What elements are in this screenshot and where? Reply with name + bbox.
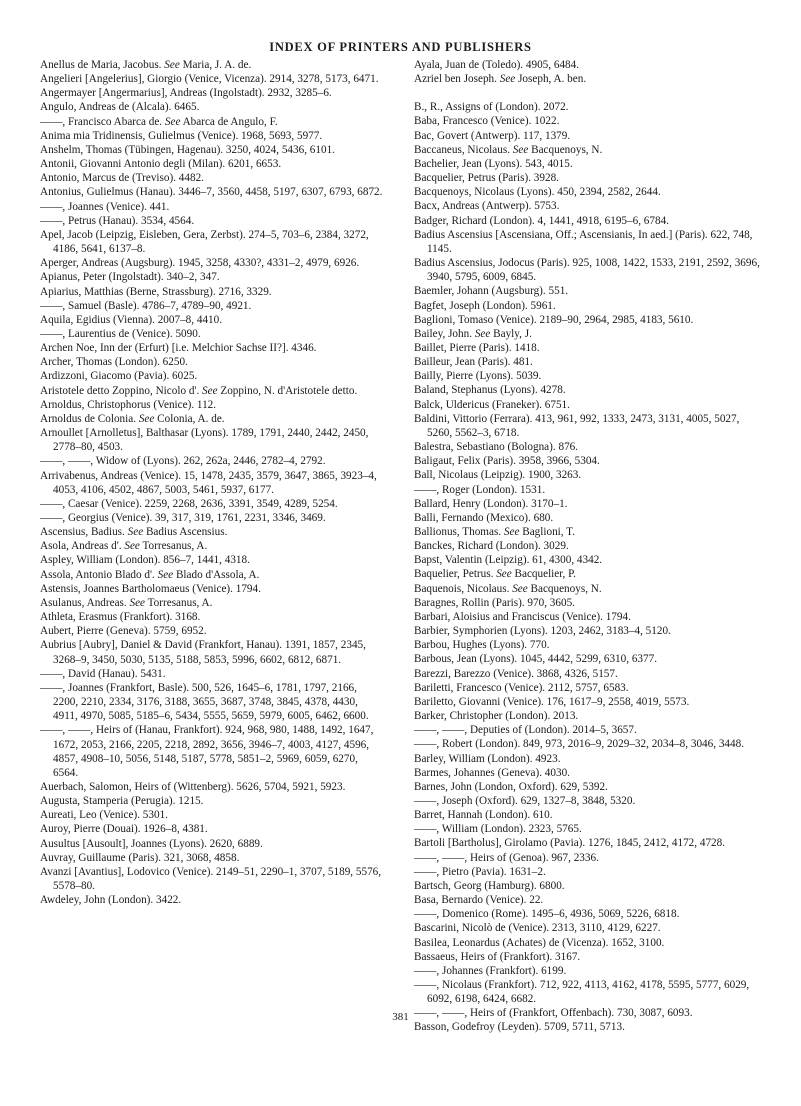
index-entry — [414, 483, 760, 497]
see-target: Torresanus, A. — [145, 596, 213, 609]
entry-text: Anellus de Maria, Jacobus. — [40, 59, 165, 71]
index-entry — [40, 285, 383, 299]
index-entry — [414, 879, 760, 893]
index-entry — [414, 752, 760, 766]
entry-text: Ball, Nicolaus (Leipzig). 1900, 3263. — [414, 469, 582, 482]
index-entry — [40, 384, 383, 398]
index-entry — [414, 780, 760, 794]
entry-text: Barbou, Hughes (Lyons). 770. — [414, 639, 550, 652]
see-reference: See — [202, 384, 218, 397]
entry-text: Auroy, Pierre (Douai). 1926–8, 4381. — [40, 823, 208, 836]
entry-text: Athleta, Erasmus (Frankfort). 3168. — [40, 611, 201, 624]
see-target: Colonia, A. de. — [154, 412, 225, 425]
index-entry — [414, 723, 760, 737]
entry-text: Antonii, Giovanni Antonio degli (Milan). 6201, 6653. — [40, 158, 282, 171]
see-target: Blado d'Assola, A. — [173, 568, 260, 581]
index-entry — [414, 624, 760, 638]
entry-text: Angulo, Andreas de (Alcala). 6465. — [40, 101, 200, 114]
entry-text: ——, Nicolaus (Frankfort). 712, 922, 4113, 4162, 4178, 5595, 5777, 6029, 6092, 6198, 6424, 6682. — [414, 979, 750, 1006]
entry-text: Bariletto, Giovanni (Venice). 176, 1617–9, 2558, 4019, 5573. — [414, 695, 690, 708]
index-entry — [414, 114, 760, 128]
entry-text: Anima mia Tridinensis, Gulielmus (Venice). 1968, 5693, 5977. — [40, 129, 323, 142]
entry-text: Astensis, Joannes Bartholomaeus (Venice). 1794. — [40, 582, 261, 595]
index-entry — [40, 86, 383, 100]
entry-text: Bascarini, Nicolò de (Venice). 2313, 3110, 4129, 6227. — [414, 922, 661, 935]
entry-text: ——, David (Hanau). 5431. — [40, 667, 166, 680]
entry-text: ——, Laurentius de (Venice). 5090. — [40, 327, 201, 340]
entry-text: Baldini, Vittorio (Ferrara). 413, 961, 992, 1333, 2473, 3131, 4005, 5027, 5260, 5562–3, 6718. — [414, 412, 740, 439]
index-entry — [40, 299, 383, 313]
index-entry — [414, 383, 760, 397]
entry-text: ——, ——, Deputies of (London). 2014–5, 3657. — [414, 724, 637, 737]
index-entry — [40, 270, 383, 284]
entry-text: Antonio, Marcus de (Treviso). 4482. — [40, 172, 204, 185]
entry-text: B., R., Assigns of (London). 2072. — [414, 101, 569, 114]
see-reference: See — [499, 73, 516, 86]
entry-text: Archen Noe, Inn der (Erfurt) [i.e. Melchior Sachse II?]. 4346. — [40, 342, 317, 355]
index-entry — [414, 369, 760, 383]
index-entry — [414, 936, 760, 950]
index-entry — [414, 171, 760, 185]
entry-text: Apel, Jacob (Leipzig, Eisleben, Gera, Zerbst). 274–5, 703–6, 2384, 3272, 4186, 5641, 6137–8. — [40, 228, 369, 256]
see-target: Bacquenoys, N. — [528, 143, 603, 156]
entry-text: Bachelier, Jean (Lyons). 543, 4015. — [414, 157, 573, 170]
entry-text: Ardizzoni, Giacomo (Pavia). 6025. — [40, 370, 198, 383]
see-target: Bacquelier, P. — [511, 568, 576, 581]
index-entry — [414, 851, 760, 865]
entry-text: ——, ——, Heirs of (Genoa). 967, 2336. — [414, 851, 599, 864]
index-entry — [414, 921, 760, 935]
entry-text: Bac, Govert (Antwerp). 117, 1379. — [414, 129, 571, 142]
index-entry — [414, 539, 760, 553]
entry-text: Augusta, Stamperia (Perugia). 1215. — [40, 795, 204, 808]
index-entry — [40, 228, 383, 256]
entry-text: ——, Francisco Abarca de. — [40, 115, 165, 128]
entry-text: ——, Samuel (Basle). 4786–7, 4789–90, 4921. — [40, 299, 252, 312]
entry-text: Baland, Stephanus (Lyons). 4278. — [414, 384, 566, 397]
index-entry — [414, 440, 760, 454]
index-entry — [414, 907, 760, 921]
index-entry — [40, 398, 383, 412]
index-entry — [40, 638, 383, 666]
see-reference: See — [157, 568, 174, 581]
index-entry — [414, 695, 760, 709]
see-reference: See — [496, 568, 512, 581]
entry-text: Ballard, Henry (London). 3170–1. — [414, 497, 568, 510]
see-reference: See — [164, 115, 181, 128]
entry-text: Apiarius, Matthias (Berne, Strassburg). 2716, 3329. — [40, 285, 272, 298]
entry-text: Baglioni, Tomaso (Venice). 2189–90, 2964, 2985, 4183, 5610. — [414, 313, 694, 326]
entry-text: Barezzi, Barezzo (Venice). 3868, 4326, 5157. — [414, 667, 618, 680]
right-column — [414, 58, 760, 1035]
entry-text: ——, Joannes (Frankfort, Basle). 500, 526, 1645–6, 1781, 1797, 2166, 2200, 2210, 2334, 3176, 3188, 3655, 3687, 3748, 3845, 4378, 4430, 4911, 4970, 5085, 5185–6, 5434, 5555, 5659, 5979, 6005, 6462, 6600. — [40, 681, 369, 723]
index-entry — [414, 893, 760, 907]
index-entry — [40, 100, 383, 114]
index-entry — [40, 780, 383, 794]
index-entry — [40, 511, 383, 525]
index-entry — [40, 851, 383, 865]
entry-text: Aureati, Leo (Venice). 5301. — [40, 809, 168, 822]
entry-text: Avanzi [Avantius], Lodovico (Venice). 2149–51, 2290–1, 3707, 5189, 5576, 5578–80. — [40, 865, 382, 893]
entry-text: Baquenois, Nicolaus. — [414, 582, 513, 595]
index-entry — [40, 497, 383, 511]
index-entry — [40, 200, 383, 214]
index-entry — [414, 553, 760, 567]
entry-text: Badger, Richard (London). 4, 1441, 4918, 6195–6, 6784. — [414, 214, 669, 227]
entry-text: Barker, Christopher (London). 2013. — [414, 710, 579, 723]
entry-text: Aristotele detto Zoppino, Nicolo d'. — [40, 384, 203, 397]
entry-text: Bailly, Pierre (Lyons). 5039. — [414, 370, 542, 383]
entry-text: Bariletti, Francesco (Venice). 2112, 5757, 6583. — [414, 681, 629, 694]
see-target: Joseph, A. ben. — [515, 73, 587, 86]
entry-text: Barmes, Johannes (Geneva). 4030. — [414, 766, 570, 779]
entry-text: ——, Georgius (Venice). 39, 317, 319, 1761, 2231, 3346, 3469. — [40, 512, 326, 524]
see-target: Baglioni, T. — [519, 526, 575, 538]
entry-text: Aperger, Andreas (Augsburg). 1945, 3258, 4330?, 4331–2, 4979, 6926. — [40, 257, 360, 270]
entry-text: Bacx, Andreas (Antwerp). 5753. — [414, 200, 560, 213]
entry-text: Baragnes, Rollin (Paris). 970, 3605. — [414, 596, 575, 609]
entry-text: Asola, Andreas d'. — [40, 540, 125, 553]
index-entry — [414, 525, 760, 539]
entry-text: ——, Petrus (Hanau). 3534, 4564. — [40, 214, 195, 227]
entry-text: Auvray, Guillaume (Paris). 321, 3068, 4858. — [40, 851, 240, 864]
index-entry — [40, 412, 383, 426]
index-entry — [414, 299, 760, 313]
entry-text: Balck, Uldericus (Franeker). 6751. — [414, 398, 570, 411]
page-header: INDEX OF PRINTERS AND PUBLISHERS — [269, 40, 532, 54]
index-entry — [40, 185, 383, 199]
see-reference: See — [474, 327, 491, 340]
entry-text: Balestra, Sebastiano (Bologna). 876. — [414, 441, 579, 454]
index-entry — [40, 568, 383, 582]
entry-text: Baligaut, Felix (Paris). 3958, 3966, 5304. — [414, 455, 600, 468]
entry-text: Anshelm, Thomas (Tübingen, Hagenau). 3250, 4024, 5436, 6101. — [40, 143, 335, 156]
entry-text: Awdeley, John (London). 3422. — [40, 894, 182, 907]
index-entry — [40, 214, 383, 228]
see-reference: See — [124, 540, 140, 553]
entry-text: Azriel ben Joseph. — [414, 73, 500, 86]
index-entry — [414, 327, 760, 341]
see-reference: See — [503, 526, 520, 538]
index-entry — [40, 72, 383, 86]
index-entry — [414, 355, 760, 369]
entry-text: Basson, Godefroy (Leyden). 5709, 5711, 5713. — [414, 1021, 625, 1034]
entry-text: Balli, Fernando (Mexico). 680. — [414, 511, 554, 524]
index-entry — [40, 865, 383, 893]
index-entry — [40, 610, 383, 624]
index-entry — [414, 497, 760, 511]
entry-text: Bailleur, Jean (Paris). 481. — [414, 356, 533, 369]
index-entry — [40, 313, 383, 327]
index-entry — [40, 808, 383, 822]
entry-text: Bapst, Valentin (Leipzig). 61, 4300, 4342. — [414, 554, 603, 567]
index-entry — [40, 525, 383, 539]
index-entry — [414, 511, 760, 525]
see-reference: See — [512, 143, 529, 156]
entry-text: Ayala, Juan de (Toledo). 4905, 6484. — [414, 59, 580, 71]
index-entry — [40, 582, 383, 596]
entry-text: Ausultus [Ausoult], Joannes (Lyons). 2620, 6889. — [40, 837, 263, 850]
index-entry — [414, 214, 760, 228]
entry-text: Arrivabenus, Andreas (Venice). 15, 1478, 2435, 3579, 3647, 3865, 3923–4, 4053, 4106, 4502, 4867, 5003, 5461, 5937, 6177. — [40, 469, 377, 496]
entry-text: Bacquelier, Petrus (Paris). 3928. — [414, 172, 559, 185]
index-entry — [40, 822, 383, 836]
index-entry — [414, 468, 760, 482]
entry-text: Angelieri [Angelerius], Giorgio (Venice, Vicenza). 2914, 3278, 5173, 6471. — [40, 73, 379, 86]
entry-text: Auerbach, Salomon, Heirs of (Wittenberg). 5626, 5704, 5921, 5923. — [40, 780, 346, 793]
index-entry — [414, 596, 760, 610]
entry-text: ——, Joseph (Oxford). 629, 1327–8, 3848, 5320. — [414, 794, 636, 807]
index-entry — [414, 865, 760, 879]
index-entry — [40, 539, 383, 553]
entry-text: Baquelier, Petrus. — [414, 568, 497, 581]
see-target: Maria, J. A. de. — [179, 59, 252, 71]
index-entry — [414, 638, 760, 652]
entry-text: Aubrius [Aubry], Daniel & David (Frankfort, Hanau). 1391, 1857, 2345, 3268–9, 3450, 5030, 5135, 5188, 5853, 5996, 6602, 6812, 6871. — [40, 639, 366, 666]
index-entry — [414, 709, 760, 723]
index-entry — [414, 412, 760, 440]
index-entry — [414, 256, 760, 284]
entry-text: ——, Robert (London). 849, 973, 2016–9, 2029–32, 2034–8, 3046, 3448. — [414, 738, 745, 751]
index-entry — [40, 115, 383, 129]
index-entry — [40, 327, 383, 341]
index-entry — [414, 129, 760, 143]
index-entry — [40, 596, 383, 610]
index-entry — [40, 58, 383, 72]
index-entry — [414, 964, 760, 978]
entry-text: Aquila, Egidius (Vienna). 2007–8, 4410. — [40, 313, 223, 326]
entry-text: Aubert, Pierre (Geneva). 5759, 6952. — [40, 625, 207, 638]
index-entry — [414, 228, 760, 256]
index-entry — [40, 454, 383, 468]
index-entry — [40, 129, 383, 143]
entry-text: Bacquenoys, Nicolaus (Lyons). 450, 2394, 2582, 2644. — [414, 186, 661, 199]
entry-text: ——, Domenico (Rome). 1495–6, 4936, 5069, 5226, 6818. — [414, 908, 680, 921]
index-entry — [414, 766, 760, 780]
entry-text: ——, Johannes (Frankfort). 6199. — [414, 964, 567, 977]
index-entry — [40, 256, 383, 270]
index-entry — [414, 836, 760, 850]
entry-text: Basa, Bernardo (Venice). 22. — [414, 894, 544, 907]
index-entry — [414, 794, 760, 808]
entry-text: Angermayer [Angermarius], Andreas (Ingolstadt). 2932, 3285–6. — [40, 87, 332, 100]
see-target: Zoppino, N. d'Aristotele detto. — [217, 384, 358, 397]
see-reference: See — [512, 582, 528, 595]
entry-text: Aspley, William (London). 856–7, 1441, 4318. — [40, 554, 250, 567]
index-entry — [414, 808, 760, 822]
entry-text: ——, Roger (London). 1531. — [414, 483, 546, 496]
index-entry — [414, 157, 760, 171]
index-entry — [40, 355, 383, 369]
entry-text: Arnoldus de Colonia. — [40, 412, 139, 425]
index-entry — [414, 567, 760, 581]
page-number: 381 — [392, 1011, 409, 1023]
entry-text: ——, William (London). 2323, 5765. — [414, 823, 582, 836]
entry-text: Baba, Francesco (Venice). 1022. — [414, 115, 560, 128]
entry-text: Badius Ascensius [Ascensiana, Off.; Ascensianis, In aed.] (Paris). 622, 748, 1145. — [414, 228, 753, 255]
entry-text: ——, Caesar (Venice). 2259, 2268, 2636, 3391, 3549, 4289, 5254. — [40, 497, 338, 510]
entry-text: Barley, William (London). 4923. — [414, 752, 561, 765]
entry-text: Barbari, Aloisius and Franciscus (Venice). 1794. — [414, 610, 631, 623]
see-target: Bayly, J. — [490, 327, 532, 340]
see-reference: See — [129, 596, 146, 609]
entry-text: Apianus, Peter (Ingolstadt). 340–2, 347. — [40, 271, 220, 284]
index-entry — [414, 398, 760, 412]
index-entry — [414, 185, 760, 199]
entry-text: Bassaeus, Heirs of (Frankfort). 3167. — [414, 950, 581, 963]
entry-text: Bartsch, Georg (Hamburg). 6800. — [414, 879, 565, 892]
index-entry — [40, 171, 383, 185]
entry-text: Bailey, John. — [414, 327, 475, 340]
index-entry — [40, 794, 383, 808]
index-entry — [40, 369, 383, 383]
index-entry — [40, 723, 383, 780]
index-entry — [40, 667, 383, 681]
entry-text: ——, ——, Heirs of (Frankfort, Offenbach). 730, 3087, 6093. — [414, 1007, 693, 1020]
see-target: Bacquenoys, N. — [527, 582, 602, 595]
index-entry — [40, 553, 383, 567]
index-entry — [414, 681, 760, 695]
entry-text: Barret, Hannah (London). 610. — [414, 809, 553, 822]
entry-text: ——, ——, Widow of (Lyons). 262, 262a, 2446, 2782–4, 2792. — [40, 455, 326, 468]
entry-text: Ascensius, Badius. — [40, 526, 128, 539]
index-entry — [414, 822, 760, 836]
entry-text: Baccaneus, Nicolaus. — [414, 143, 513, 156]
index-entry — [414, 950, 760, 964]
index-entry — [414, 978, 760, 1006]
entry-text: Basilea, Leonardus (Achates) de (Vicenza). 1652, 3100. — [414, 936, 665, 949]
entry-text: Ballionus, Thomas. — [414, 526, 504, 538]
entry-text: ——, ——, Heirs of (Hanau, Frankfort). 924, 968, 980, 1488, 1492, 1647, 1672, 2053, 2166, 2205, 2218, 2892, 3656, 3946–7, 4003, 4127, 4596, 4857, 4908–10, 5056, 5148, 5187, 5778, 5851–2, 5969, 6059, 6270, 6564. — [40, 724, 374, 779]
entry-text: Barbous, Jean (Lyons). 1045, 4442, 5299, 6310, 6377. — [414, 653, 657, 666]
entry-text: ——, Joannes (Venice). 441. — [40, 200, 170, 213]
entry-text: Arnoullet [Arnolletus], Balthasar (Lyons). 1789, 1791, 2440, 2442, 2450, 2778–80, 4503. — [40, 427, 369, 454]
index-entry — [40, 341, 383, 355]
entry-text: Asulanus, Andreas. — [40, 596, 130, 609]
entry-text: Banckes, Richard (London). 3029. — [414, 540, 569, 553]
index-entry — [40, 681, 383, 723]
entry-text: Antonius, Gulielmus (Hanau). 3446–7, 3560, 4458, 5197, 6307, 6793, 6872. — [40, 186, 383, 199]
entry-text: Badius Ascensius, Jodocus (Paris). 925, 1008, 1422, 1533, 2191, 2592, 3696, 3940, 5795, 6009, 6845. — [414, 257, 760, 284]
see-target: Abarca de Angulo, F. — [180, 115, 278, 128]
see-reference: See — [138, 412, 155, 425]
see-target: Torresanus, A. — [139, 540, 208, 553]
entry-text: Assola, Antonio Blado d'. — [40, 568, 158, 581]
index-entry — [40, 143, 383, 157]
entry-text: Arnoldus, Christophorus (Venice). 112. — [40, 398, 217, 411]
entry-text: Archer, Thomas (London). 6250. — [40, 356, 188, 369]
entry-text: Bagfet, Joseph (London). 5961. — [414, 299, 556, 312]
index-entry — [40, 837, 383, 851]
index-entry — [414, 72, 760, 86]
index-entry — [40, 624, 383, 638]
entry-text: Bartoli [Bartholus], Girolamo (Pavia). 1276, 1845, 2412, 4172, 4728. — [414, 837, 726, 850]
see-target: Badius Ascensius. — [143, 526, 228, 539]
entry-text: Baemler, Johann (Augsburg). 551. — [414, 285, 569, 298]
index-entry — [414, 652, 760, 666]
see-reference: See — [127, 526, 144, 539]
index-entry — [414, 341, 760, 355]
index-entry — [414, 667, 760, 681]
index-entry — [414, 100, 760, 114]
index-entry — [414, 737, 760, 751]
entry-text: Baillet, Pierre (Paris). 1418. — [414, 341, 540, 354]
index-entry — [40, 893, 383, 907]
index-entry — [414, 582, 760, 596]
index-entry — [414, 284, 760, 298]
index-entry — [414, 454, 760, 468]
index-entry — [40, 469, 383, 497]
index-entry — [414, 610, 760, 624]
index-entry — [414, 143, 760, 157]
entry-text: Barbier, Symphorien (Lyons). 1203, 2462, 3183–4, 5120. — [414, 625, 671, 638]
left-column — [40, 58, 383, 907]
index-entry — [414, 313, 760, 327]
index-entry — [414, 58, 760, 72]
entry-text: ——, Pietro (Pavia). 1631–2. — [414, 865, 546, 878]
index-entry — [414, 199, 760, 213]
entry-text: Barnes, John (London, Oxford). 629, 5392. — [414, 780, 608, 793]
index-entry — [40, 157, 383, 171]
see-reference: See — [164, 59, 180, 71]
index-entry — [40, 426, 383, 454]
